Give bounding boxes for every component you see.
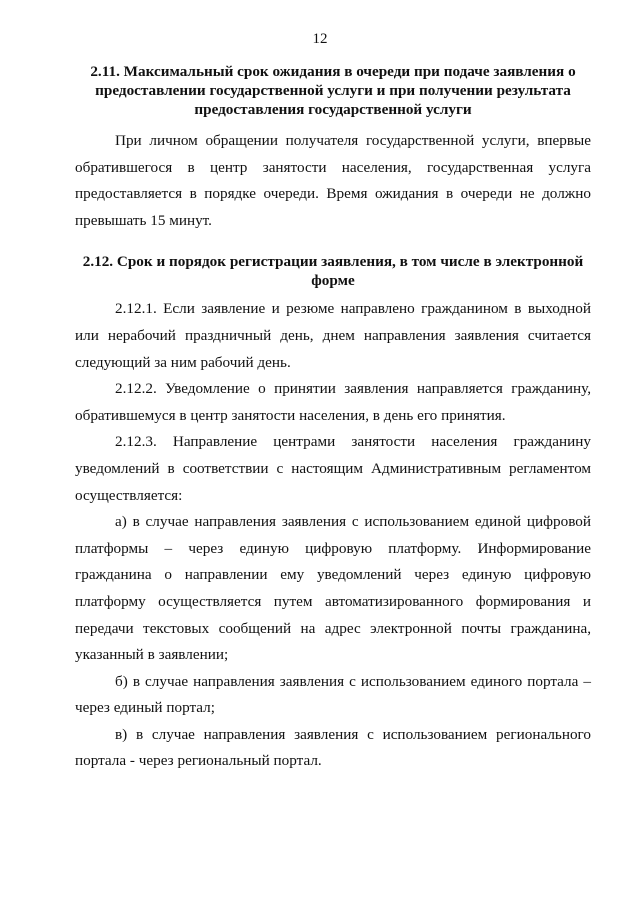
paragraph-line: в) в случае направления заявления с использованием регионального [115, 725, 591, 743]
paragraph-line: 2.12.2. Уведомление о принятии заявления направляется гражданину, [115, 380, 591, 398]
paragraph-line: предоставляется в порядке очереди. Время ожидания в очереди не должно [75, 185, 591, 203]
paragraph [75, 509, 591, 669]
paragraph-line: 2.12.1. Если заявление и резюме направлено гражданином в выходной [115, 300, 591, 318]
paragraph [75, 429, 591, 509]
section-heading-2-12 [75, 252, 591, 290]
paragraph [75, 376, 591, 429]
paragraph-line: а) в случае направления заявления с использованием единой цифровой [115, 513, 591, 531]
paragraph-line: передачи текстовых сообщений на адрес электронной почты гражданина, [75, 619, 591, 637]
heading-line: 2.12. Срок и порядок регистрации заявления, в том числе в электронной [82, 253, 584, 271]
paragraph-line: платформы – через единую цифровую платформу. Информирование [75, 539, 591, 557]
paragraph-line: уведомлений в соответствии с настоящим Административным регламентом [75, 459, 591, 477]
paragraph-line: осуществляется: [75, 486, 183, 504]
paragraph-line: следующий за ним рабочий день. [75, 353, 291, 371]
page-number: 12 [312, 31, 328, 47]
heading-line: 2.11. Максимальный срок ожидания в очереди при подаче заявления о [90, 63, 576, 80]
paragraph [75, 722, 591, 775]
document-body [75, 62, 591, 775]
paragraph-line: через единый портал; [75, 699, 215, 717]
paragraph-line: портала - через региональный портал. [75, 752, 322, 770]
paragraph-line: обратившегося в центр занятости населения, государственная услуга [75, 158, 591, 176]
paragraph-line: При личном обращении получателя государственной услуги, впервые [115, 132, 591, 149]
paragraph-line: платформу осуществляется путем автоматизированного формирования и [75, 592, 591, 610]
paragraph [75, 128, 591, 234]
paragraph [75, 669, 591, 722]
paragraph-line: превышать 15 минут. [75, 211, 212, 229]
paragraph-line: обратившемуся в центр занятости населения, в день его принятия. [75, 406, 506, 424]
paragraph-line: 2.12.3. Направление центрами занятости населения гражданину [115, 433, 591, 451]
heading-line: предоставления государственной услуги [194, 101, 472, 118]
paragraph-line: гражданина о направлении ему уведомлений через единую цифровую [75, 566, 591, 584]
paragraph-line: указанный в заявлении; [75, 646, 229, 664]
section-body-2-12 [75, 296, 591, 775]
section-body-2-11 [75, 128, 591, 234]
paragraph [75, 296, 591, 376]
heading-line: предоставлении государственной услуги и при получении результата [95, 82, 571, 99]
section-heading-2-11 [75, 62, 591, 119]
heading-line: форме [311, 272, 355, 290]
paragraph-line: или нерабочий праздничный день, днем направления заявления считается [75, 326, 591, 344]
paragraph-line: б) в случае направления заявления с использованием единого портала – [115, 672, 591, 690]
